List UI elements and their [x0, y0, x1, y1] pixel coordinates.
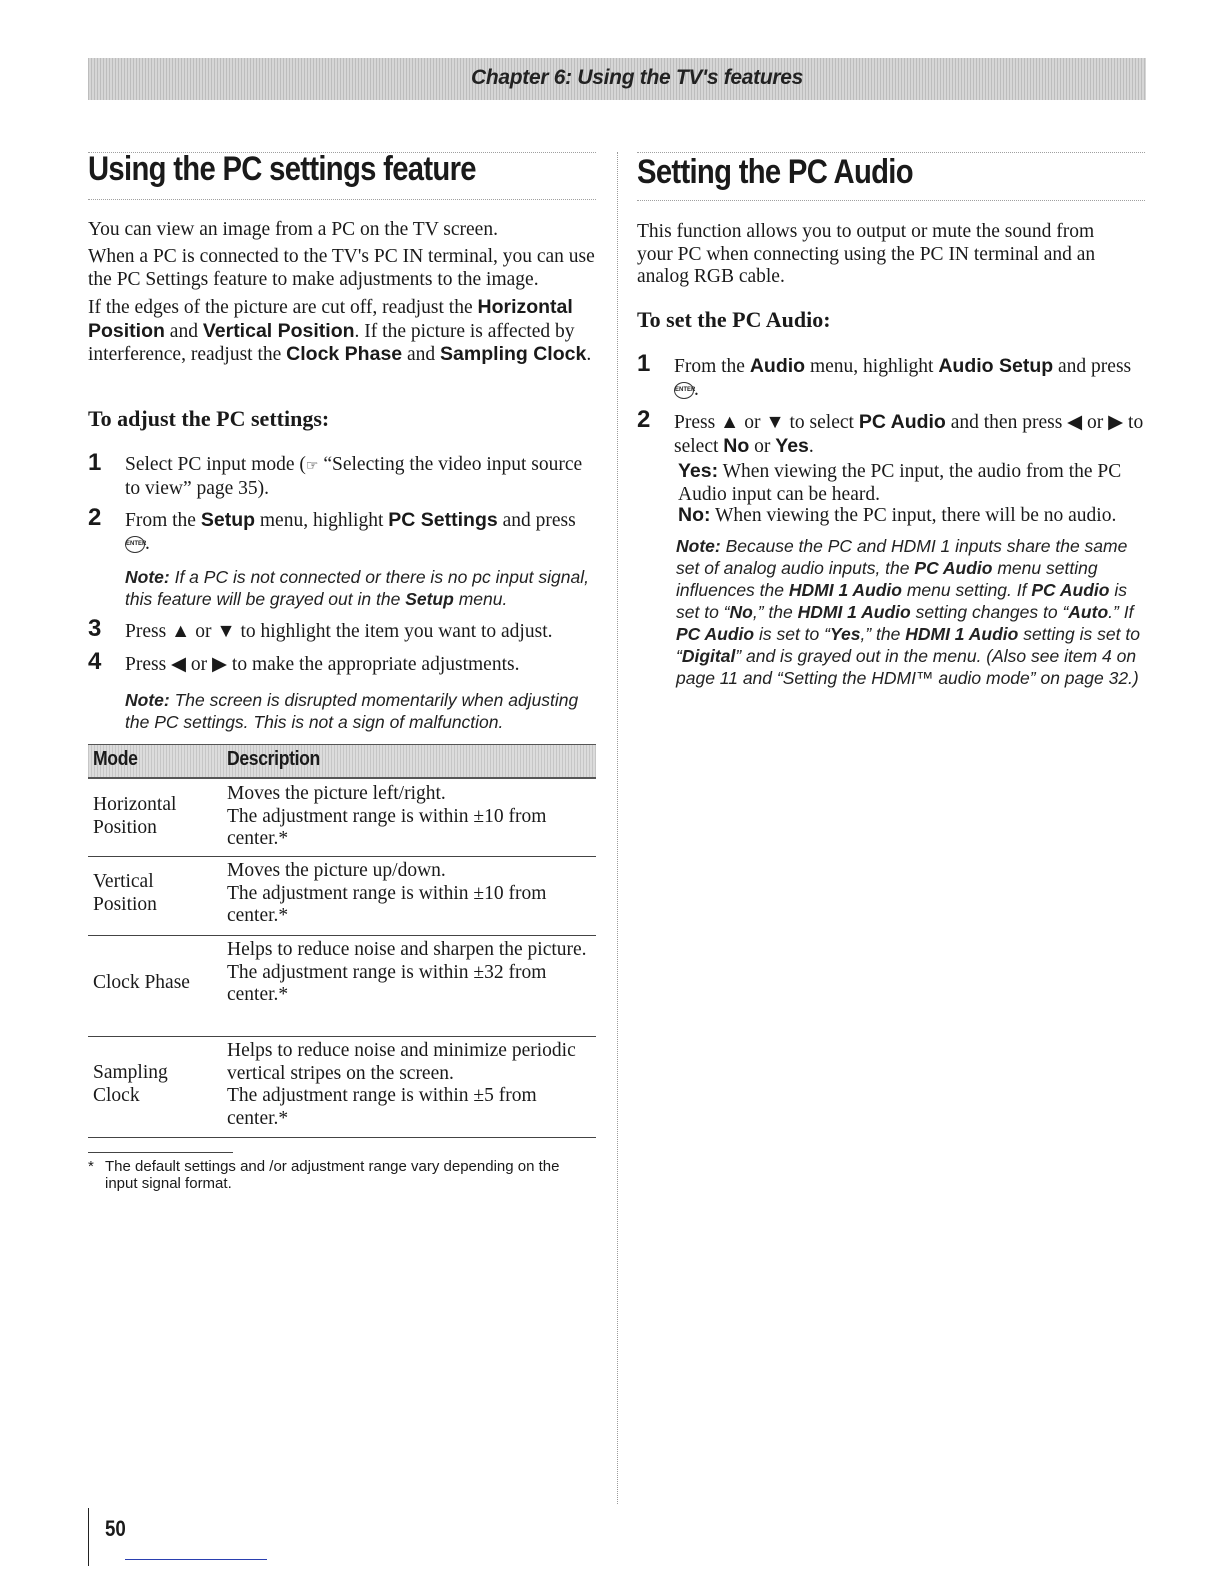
audio-step-number-1: 1	[637, 350, 651, 377]
table-header	[88, 744, 596, 779]
table-row	[88, 1037, 596, 1138]
step-2-text: From the Setup menu, highlight PC Settings and press ENTER.	[125, 509, 576, 554]
enter-button-icon: ENTER	[125, 536, 145, 553]
title-rule-top	[88, 152, 596, 153]
step-1-text: Select PC input mode (☞ “Selecting the video input source to view” page 35).	[125, 454, 583, 499]
row-mode: Vertical Position	[93, 871, 157, 915]
table-row	[88, 857, 596, 936]
column-header-description: Description	[227, 748, 320, 770]
table-row	[88, 936, 596, 1037]
chapter-header-band	[88, 58, 1146, 100]
title-rule-bottom	[88, 199, 596, 200]
column-header-mode: Mode	[93, 748, 138, 770]
row-mode: Sampling Clock	[93, 1062, 168, 1106]
intro-paragraph-1: You can view an image from a PC on the TV screen.	[88, 219, 498, 240]
section-title-pc-audio: Setting the PC Audio	[637, 153, 913, 191]
chapter-title: Chapter 6: Using the TV's features	[471, 66, 804, 89]
step-4-text: Press ◀ or ▶ to make the appropriate adjustments.	[125, 654, 520, 675]
title-rule-top-right	[637, 152, 1145, 153]
option-no-description: No: When viewing the PC input, there will be no audio.	[678, 504, 1117, 526]
audio-step-number-2: 2	[637, 406, 651, 433]
page-number-bar	[88, 1508, 89, 1566]
step-number-4: 4	[88, 648, 102, 675]
intro-paragraph-3: If the edges of the picture are cut off, readjust the Horizontal Position and Vertical Position. If the picture is affected by interference, readjust the Clock Phase and Sampling Clock.	[88, 296, 592, 365]
reference-hand-icon: ☞	[305, 458, 319, 474]
table-row	[88, 779, 596, 857]
option-yes-description: Yes: When viewing the PC input, the audio from the PC Audio input can be heard.	[678, 460, 1122, 505]
audio-step-2-text: Press ▲ or ▼ to select PC Audio and then press ◀ or ▶ to select No or Yes.	[674, 411, 1144, 457]
step-number-1: 1	[88, 449, 102, 476]
pc-settings-table	[88, 744, 596, 1138]
step-3-text: Press ▲ or ▼ to highlight the item you want to adjust.	[125, 621, 553, 642]
audio-step-1-text: From the Audio menu, highlight Audio Setup and press ENTER.	[674, 355, 1132, 400]
section-title-pc-settings: Using the PC settings feature	[88, 150, 476, 188]
row-mode: Clock Phase	[93, 972, 190, 993]
footnote-marker: *	[88, 1158, 94, 1175]
page-footer-rule	[125, 1559, 267, 1560]
page-number: 50	[105, 1516, 126, 1541]
step-number-2: 2	[88, 504, 102, 531]
subheading-set-pc-audio: To set the PC Audio:	[637, 307, 831, 332]
note-pc-not-connected: Note: If a PC is not connected or there is no pc input signal, this feature will be grayed out in the Setup menu.	[125, 567, 589, 609]
note-pc-audio-hdmi: Note: Because the PC and HDMI 1 inputs share the same set of analog audio inputs, the PC Audio menu setting influences the HDMI 1 Audio menu setting. If PC Audio is set to “No,” the HDMI 1 Audio setting changes to “Auto.” If PC Audio is set to “Yes,” the HDMI 1 Audio setting is set to “Digital” and is grayed out in the menu. (Also see item 4 on page 11 and “Setting the HDMI™ audio mode” on page 32.)	[676, 536, 1140, 688]
row-description: Helps to reduce noise and sharpen the picture. The adjustment range is within ±32 from center.*	[227, 939, 587, 1005]
title-rule-bottom-right	[637, 200, 1145, 201]
column-divider	[617, 152, 618, 1504]
intro-paragraph-2: When a PC is connected to the TV's PC IN terminal, you can use the PC Settings feature to make adjustments to the image.	[88, 246, 595, 290]
row-description: Helps to reduce noise and minimize periodic vertical stripes on the screen. The adjustment range is within ±5 from center.*	[227, 1040, 576, 1129]
row-description: Moves the picture left/right. The adjustment range is within ±10 from center.*	[227, 783, 547, 849]
enter-button-icon: ENTER	[674, 382, 694, 399]
footnote-rule	[88, 1152, 233, 1153]
subheading-adjust-pc-settings: To adjust the PC settings:	[88, 406, 330, 431]
row-mode: Horizontal Position	[93, 794, 177, 838]
row-description: Moves the picture up/down. The adjustment range is within ±10 from center.*	[227, 860, 547, 926]
footnote-text: The default settings and /or adjustment range vary depending on the input signal format.	[105, 1158, 560, 1192]
step-number-3: 3	[88, 615, 102, 642]
note-screen-disrupted: Note: The screen is disrupted momentarily when adjusting the PC settings. This is not a sign of malfunction.	[125, 690, 579, 732]
pc-audio-intro: This function allows you to output or mute the sound from your PC when connecting using the PC IN terminal and an analog RGB cable.	[637, 221, 1096, 287]
